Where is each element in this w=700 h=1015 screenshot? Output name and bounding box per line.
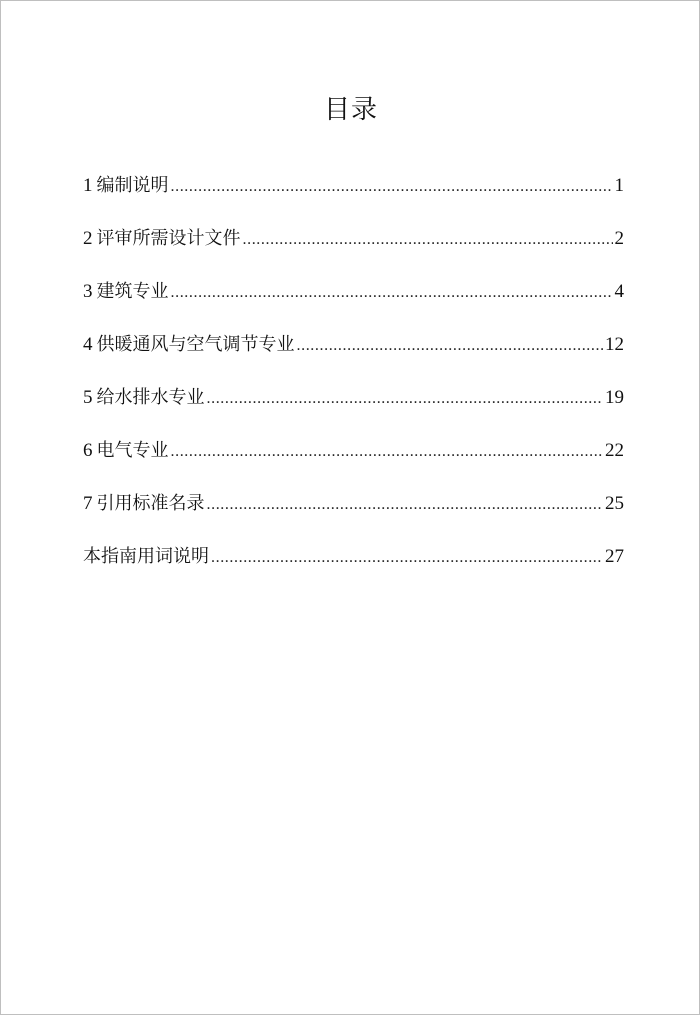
toc-entry-page: 4 [614,281,624,302]
dot-leader [171,284,613,302]
dot-leader [211,549,603,567]
toc-entry-number: 4 [83,334,93,355]
toc-entry-title: 评审所需设计文件 [96,228,241,249]
toc-entry-title: 给水排水专业 [96,387,205,408]
toc-entry-title: 编制说明 [96,175,169,196]
toc-entry-page: 27 [605,546,624,567]
toc-entry-page: 22 [605,440,624,461]
toc-title: 目录 [323,95,378,125]
toc-entry[interactable] [83,489,624,542]
toc-entry-title: 本指南用词说明 [83,546,209,567]
toc-entry[interactable] [83,436,624,489]
toc-entry[interactable] [83,171,624,224]
toc-entry-number: 7 [83,493,93,514]
toc-entry-title: 供暖通风与空气调节专业 [96,334,295,355]
toc-entry-page: 19 [605,387,624,408]
dot-leader [243,231,613,249]
toc-entry-number: 2 [83,228,93,249]
toc-entry-title: 引用标准名录 [96,493,205,514]
toc-entry[interactable] [83,277,624,330]
toc-entry-number: 6 [83,440,93,461]
toc-entry-number: 1 [83,175,93,196]
dot-leader [171,178,613,196]
toc-entry-number: 5 [83,387,93,408]
dot-leader [207,496,604,514]
toc-entry-title: 电气专业 [96,440,169,461]
toc-entry[interactable] [83,224,624,277]
toc-list [83,171,624,595]
toc-entry[interactable] [83,330,624,383]
toc-entry-page: 2 [614,228,624,249]
dot-leader [207,390,604,408]
toc-entry[interactable] [83,383,624,436]
toc-entry-page: 25 [605,493,624,514]
toc-entry-page: 1 [614,175,624,196]
dot-leader [297,337,604,355]
toc-entry-title: 建筑专业 [96,281,169,302]
toc-entry-number: 3 [83,281,93,302]
toc-entry-page: 12 [605,334,624,355]
dot-leader [171,443,604,461]
toc-entry[interactable] [83,542,624,595]
